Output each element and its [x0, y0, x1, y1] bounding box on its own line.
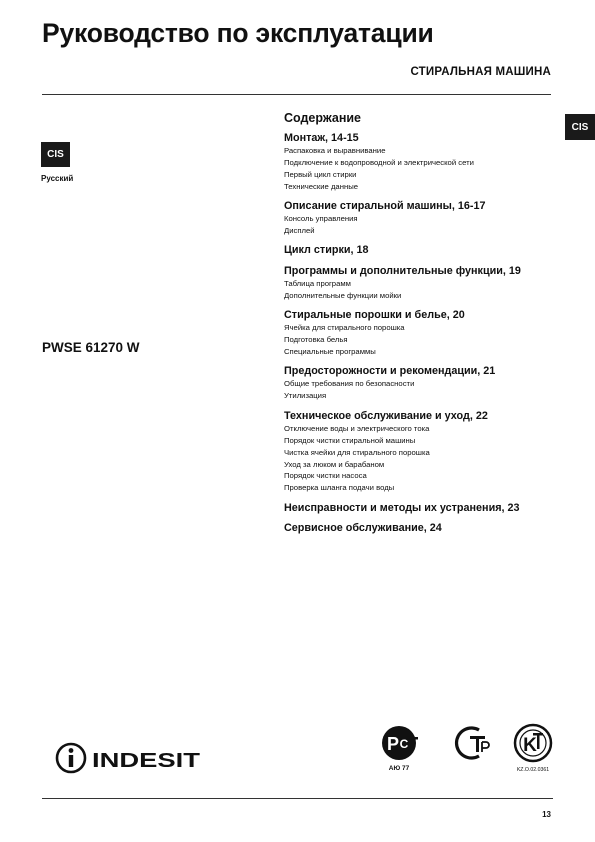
toc-section — [284, 200, 574, 237]
toc-item: Первый цикл стирки — [284, 169, 357, 179]
toc-section — [284, 132, 574, 193]
footer-divider — [42, 798, 553, 799]
toc-item: Дисплей — [284, 226, 315, 236]
toc-item: Общие требования по безопасности — [284, 379, 415, 389]
kz-certification-icon — [511, 722, 555, 774]
svg-text:K: K — [523, 735, 537, 756]
toc-section-title: Программы и дополнительные функции, 19 — [284, 264, 521, 277]
toc-section-title: Неисправности и методы их устранения, 23 — [284, 501, 520, 514]
toc-section-title: Предосторожности и рекомендации, 21 — [284, 365, 496, 378]
toc-section — [284, 309, 574, 358]
indesit-logo — [55, 740, 205, 776]
pct-certification-icon — [379, 724, 419, 772]
toc-item: Распаковка и выравнивание — [284, 146, 386, 155]
ctp-certification-icon — [448, 724, 492, 762]
toc-section-title: Сервисное обслуживание, 24 — [284, 522, 442, 535]
toc-item: Технические данные — [284, 181, 358, 191]
toc-item: Утилизация — [284, 391, 327, 401]
toc-section-title: Монтаж, 14-15 — [284, 132, 359, 144]
toc-item: Проверка шланга подачи воды — [284, 483, 395, 493]
page-number: 13 — [542, 810, 551, 819]
region-side-tab: CIS — [565, 114, 595, 140]
toc-heading: Содержание — [284, 111, 362, 125]
toc-item: Консоль управления — [284, 214, 358, 224]
toc-section — [284, 265, 574, 302]
logo-stem — [69, 755, 73, 767]
toc-section — [284, 410, 574, 494]
toc-item: Уход за люком и барабаном — [284, 459, 385, 469]
header-divider — [42, 94, 551, 95]
table-of-contents — [284, 111, 574, 543]
toc-section-title: Техническое обслуживание и уход, 22 — [284, 409, 488, 422]
language-name: Русский — [41, 174, 74, 183]
certification-code: KZ.O.02.0361 — [516, 767, 550, 773]
toc-section-title: Описание стиральной машины, 16-17 — [284, 200, 486, 213]
toc-section — [284, 522, 574, 535]
document-subtitle: СТИРАЛЬНАЯ МАШИНА — [410, 66, 551, 78]
toc-sections — [284, 132, 574, 535]
page-title: Руководство по эксплуатации — [42, 18, 434, 48]
toc-item: Чистка ячейки для стирального порошка — [284, 447, 430, 457]
model-number: PWSE 61270 W — [42, 340, 140, 355]
toc-section — [284, 244, 574, 257]
toc-item: Ячейка для стирального порошка — [284, 323, 405, 333]
toc-item: Отключение воды и электрического тока — [284, 423, 430, 433]
toc-item: Подготовка белья — [284, 335, 348, 345]
svg-text:P: P — [386, 734, 400, 754]
toc-section — [284, 365, 574, 402]
certification-code: АЮ 77 — [388, 765, 410, 772]
toc-item: Порядок чистки насоса — [284, 471, 367, 481]
toc-section — [284, 502, 574, 515]
toc-item: Таблица программ — [284, 278, 351, 288]
toc-item: Подключение к водопроводной и электрической сети — [284, 157, 474, 167]
language-code-badge: CIS — [41, 142, 70, 167]
brand-name: INDESIT — [92, 750, 200, 772]
toc-section-title: Цикл стирки, 18 — [284, 244, 369, 257]
toc-item: Порядок чистки стиральной машины — [284, 435, 416, 445]
toc-section-title: Стиральные порошки и белье, 20 — [284, 309, 465, 322]
toc-item: Специальные программы — [284, 347, 376, 357]
toc-item: Дополнительные функции мойки — [284, 290, 402, 300]
logo-dot — [69, 748, 74, 753]
svg-text:C: C — [399, 737, 409, 751]
